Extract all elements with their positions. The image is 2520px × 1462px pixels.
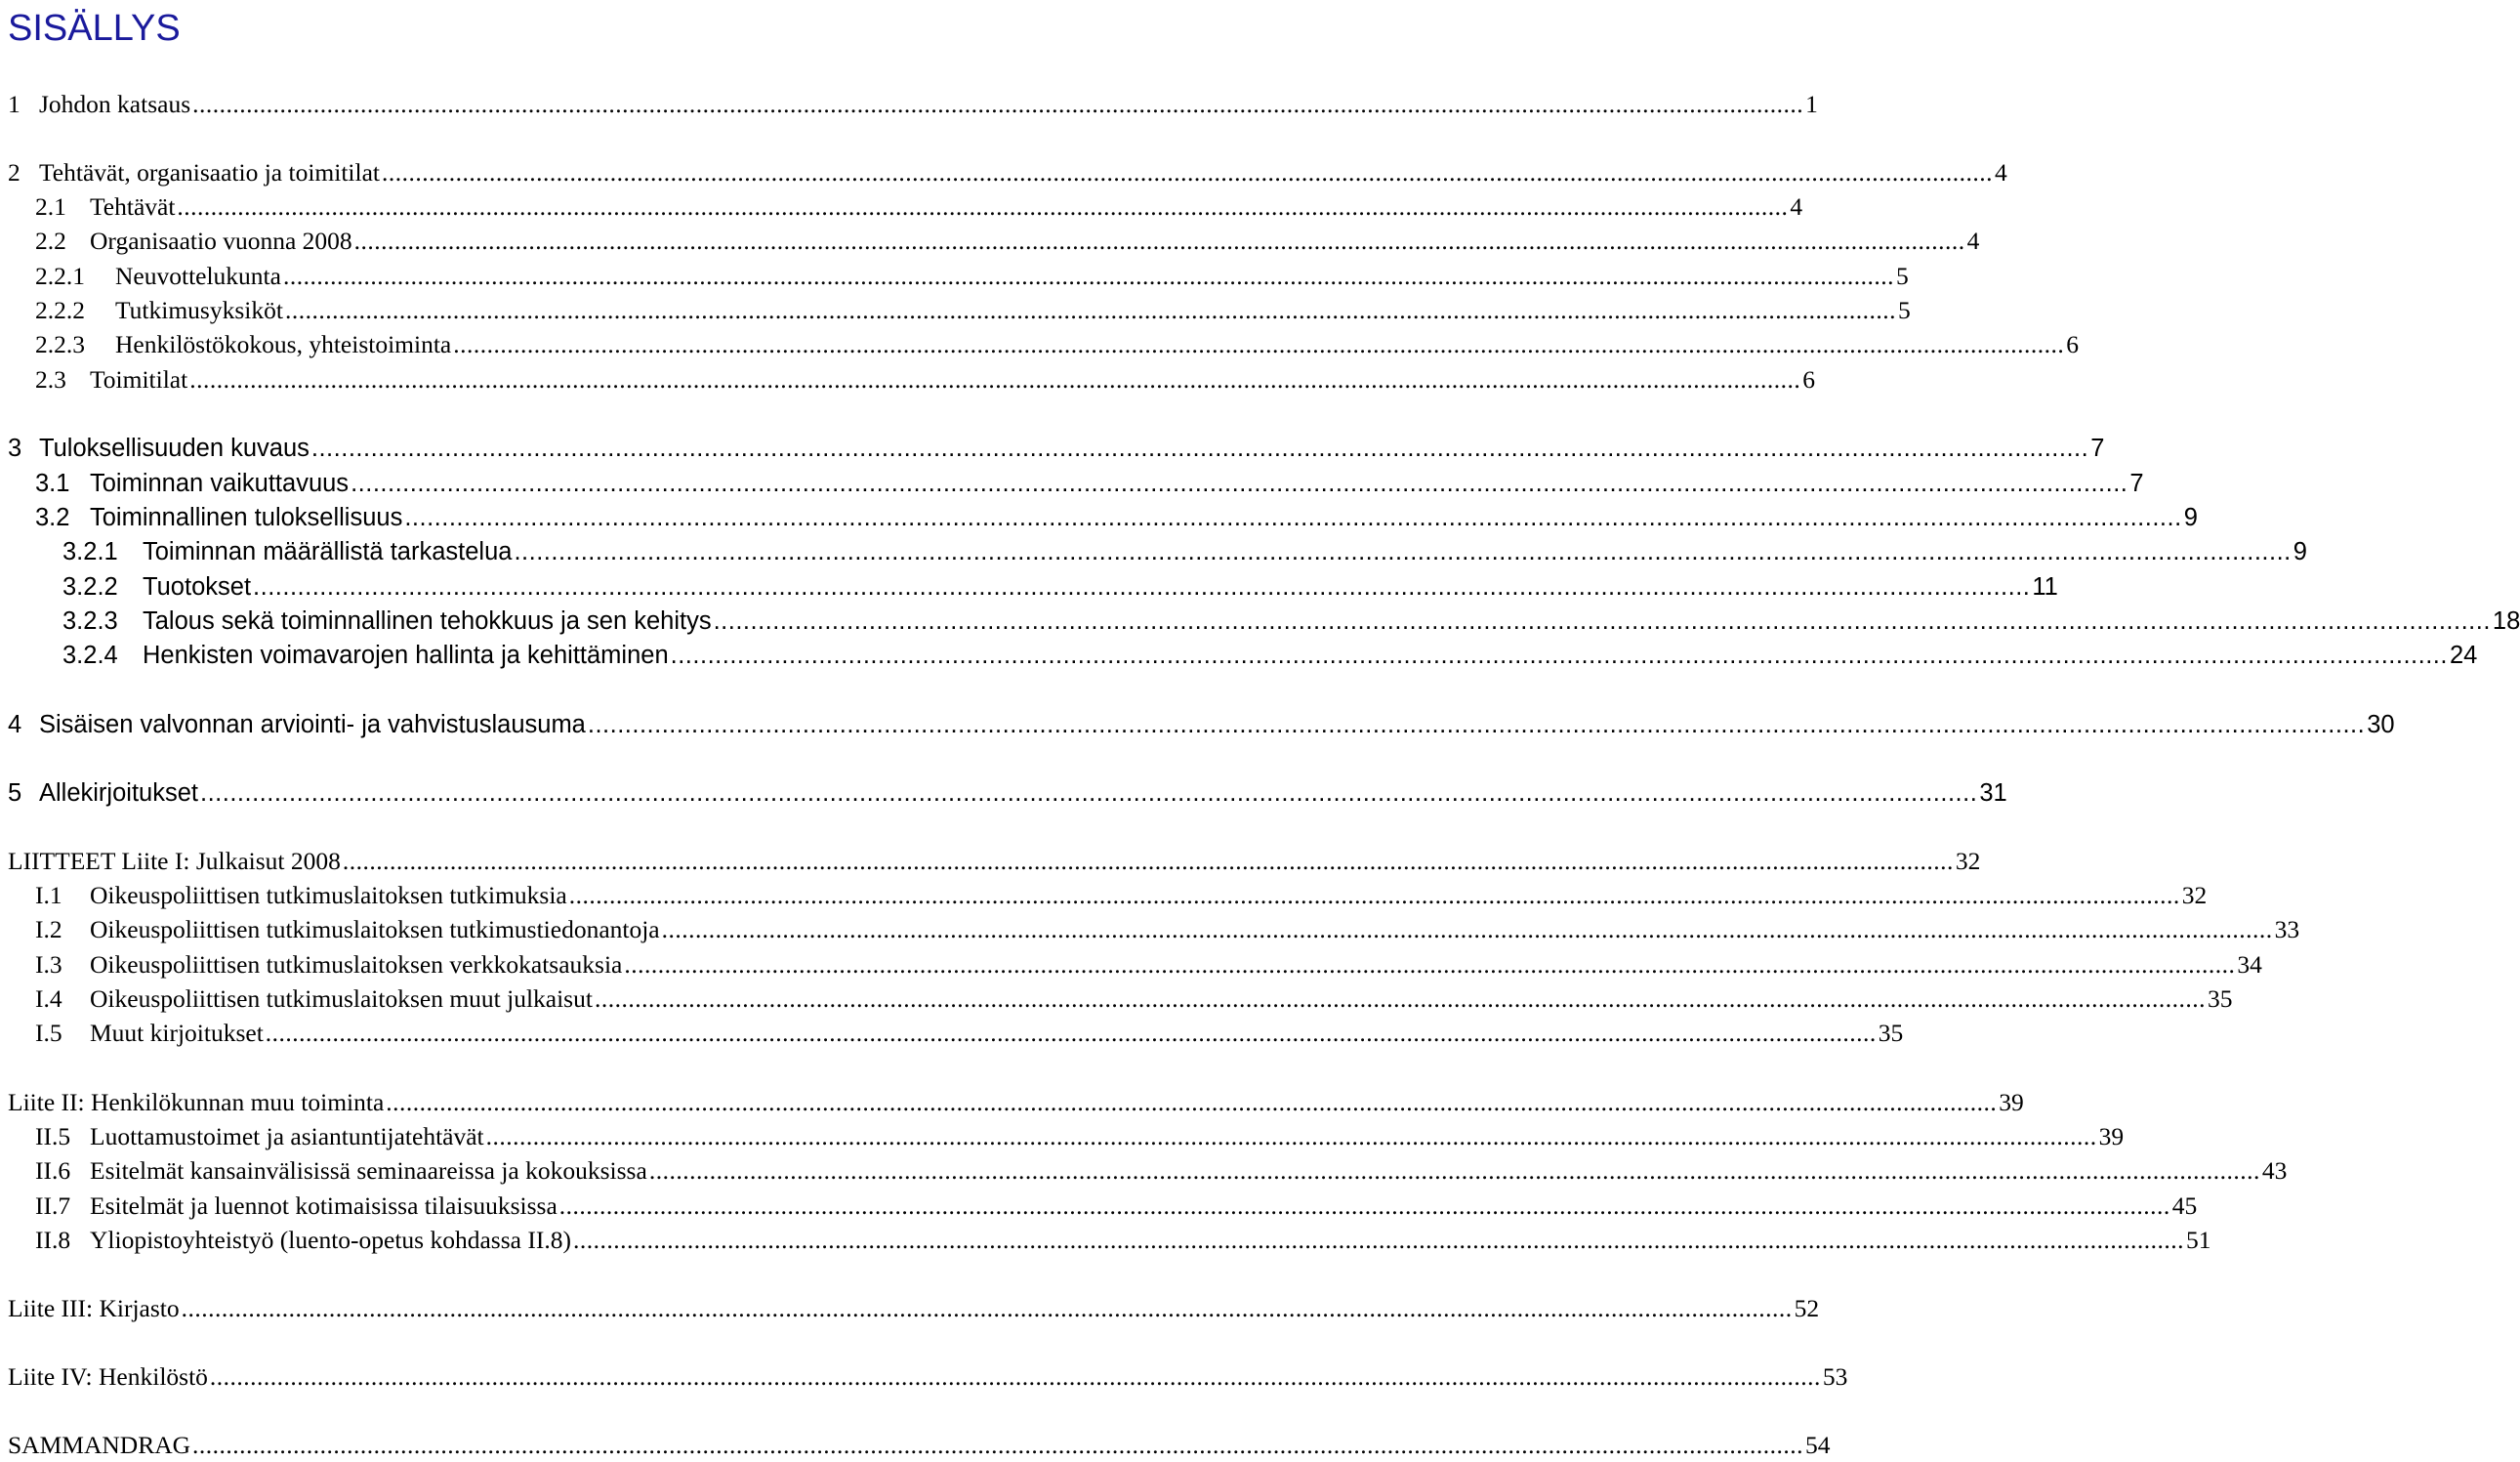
- toc-entry-number: II.5: [35, 1122, 71, 1150]
- toc-entry-label: Tehtävät: [90, 192, 176, 221]
- toc-entry-label: Esitelmät kansainvälisissä seminaareissa ja kokouksissa: [90, 1156, 647, 1185]
- toc-entry[interactable]: [0, 1086, 2024, 1119]
- toc-dot-leader: [662, 913, 2273, 946]
- toc-entry[interactable]: [0, 225, 1980, 258]
- toc-entry-page: 24: [2449, 642, 2478, 669]
- toc-entry-page: 30: [2367, 711, 2395, 738]
- toc-entry-number: 3.2.2: [62, 573, 118, 601]
- toc-entry-page: 1: [1805, 90, 1818, 118]
- toc-entry-label: Neuvottelukunta: [115, 262, 281, 290]
- toc-dot-leader: [649, 1154, 2260, 1188]
- toc-dot-leader: [588, 708, 2365, 741]
- toc-entry-label: Organisaatio vuonna 2008: [90, 227, 352, 255]
- toc-entry-page: 5: [1897, 296, 1911, 324]
- toc-entry-label: Tuotokset: [143, 573, 252, 601]
- toc-entry-page: 6: [2066, 330, 2079, 358]
- toc-entry-page: 39: [1999, 1088, 2024, 1116]
- toc-entry-number: I.1: [35, 881, 62, 909]
- toc-dot-leader: [192, 1429, 1803, 1462]
- toc-entry-page: 7: [2090, 435, 2105, 462]
- toc-entry-page: 11: [2032, 573, 2058, 601]
- toc-entry[interactable]: [0, 982, 2233, 1016]
- toc-dot-leader: [283, 260, 1894, 293]
- toc-entry-number: 3.2.1: [62, 538, 118, 565]
- toc-entry-page: 51: [2185, 1226, 2211, 1254]
- toc-entry-label: Oikeuspoliittisen tutkimuslaitoksen tutkimuksia: [90, 881, 567, 909]
- toc-dot-leader: [386, 1086, 1997, 1119]
- toc-entry-page: 4: [1994, 158, 2007, 187]
- toc-dot-leader: [559, 1190, 2170, 1223]
- toc-entry-page: 35: [1878, 1019, 1904, 1047]
- toc-entry[interactable]: [0, 879, 2208, 912]
- toc-entry[interactable]: [0, 363, 1815, 397]
- toc-entry[interactable]: [0, 1429, 1831, 1462]
- toc-dot-leader: [285, 294, 1896, 327]
- toc-entry-page: 31: [1979, 779, 2007, 807]
- toc-entry[interactable]: [0, 639, 2478, 672]
- toc-entry-page: 35: [2207, 984, 2233, 1013]
- toc-entry-page: 4: [1966, 227, 1980, 255]
- toc-entry-label: SAMMANDRAG: [8, 1431, 191, 1459]
- toc-entry-label: Tehtävät, organisaatio ja toimitilat: [39, 158, 380, 187]
- toc-entry[interactable]: [0, 605, 2520, 638]
- toc-dot-leader: [351, 467, 2128, 500]
- toc-entry-number: 3.1: [35, 470, 70, 497]
- toc-entry[interactable]: [0, 1190, 2198, 1223]
- toc-dot-leader: [514, 535, 2291, 568]
- toc-entry-number: 1: [8, 90, 21, 118]
- toc-entry-label: Liite IV: Henkilöstö: [8, 1362, 208, 1391]
- toc-entry[interactable]: [0, 913, 2300, 946]
- toc-entry-label: Yliopistoyhteistyö (luento-opetus kohdassa II.8): [90, 1226, 571, 1254]
- toc-entry-number: II.8: [35, 1226, 71, 1254]
- toc-entry-number: 4: [8, 711, 22, 738]
- toc-entry-page: 52: [1794, 1294, 1820, 1322]
- toc-entry-label: Tuloksellisuuden kuvaus: [39, 435, 310, 462]
- toc-entry-page: 6: [1802, 365, 1815, 394]
- toc-entry-page: 32: [1955, 847, 1981, 875]
- toc-entry-number: II.6: [35, 1156, 71, 1185]
- toc-entry-number: 2.1: [35, 192, 66, 221]
- toc-dot-leader: [354, 225, 1965, 258]
- toc-entry-number: 2.2.2: [35, 296, 85, 324]
- toc-entry[interactable]: [0, 708, 2395, 741]
- toc-dot-leader: [595, 982, 2206, 1016]
- toc-entry-label: Henkilöstökokous, yhteistoiminta: [115, 330, 452, 358]
- toc-entry[interactable]: [0, 467, 2144, 500]
- toc-dot-leader: [453, 328, 2064, 361]
- toc-entry-page: 54: [1805, 1431, 1831, 1459]
- toc-dot-leader: [192, 88, 1803, 121]
- toc-entry-label: Johdon katsaus: [39, 90, 191, 118]
- toc-dot-leader: [671, 639, 2448, 672]
- toc-entry[interactable]: [0, 88, 1818, 121]
- toc-entry[interactable]: [0, 260, 1909, 293]
- toc-entry[interactable]: [0, 1017, 1904, 1050]
- toc-entry[interactable]: [0, 294, 1911, 327]
- toc-entry-page: 7: [2129, 470, 2144, 497]
- toc-dot-leader: [624, 948, 2235, 982]
- toc-entry-number: II.7: [35, 1191, 71, 1220]
- toc-entry[interactable]: [0, 328, 2079, 361]
- toc-entry-number: I.2: [35, 915, 62, 943]
- toc-dot-leader: [486, 1120, 2097, 1153]
- toc-entry[interactable]: [0, 1120, 2125, 1153]
- toc-dot-leader: [404, 501, 2181, 534]
- toc-entry-label: Sisäisen valvonnan arviointi- ja vahvistuslausuma: [39, 711, 586, 738]
- toc-dot-leader: [189, 363, 1800, 397]
- toc-entry[interactable]: [0, 156, 2007, 189]
- toc-entry-label: Tutkimusyksiköt: [115, 296, 283, 324]
- toc-entry-label: Allekirjoitukset: [39, 779, 198, 807]
- page-title: SISÄLLYS: [8, 8, 181, 49]
- toc-dot-leader: [569, 879, 2180, 912]
- toc-entry-page: 5: [1895, 262, 1909, 290]
- toc-entry-number: 3.2.3: [62, 607, 118, 635]
- toc-entry-number: 2.3: [35, 365, 66, 394]
- toc-entry-label: Henkisten voimavarojen hallinta ja kehittäminen: [143, 642, 669, 669]
- toc-dot-leader: [182, 1292, 1793, 1325]
- toc-entry-number: 2.2: [35, 227, 66, 255]
- toc-entry-label: Oikeuspoliittisen tutkimuslaitoksen verkkokatsauksia: [90, 950, 623, 979]
- toc-dot-leader: [311, 432, 2088, 465]
- toc-entry[interactable]: [0, 1360, 1848, 1394]
- toc-entry-number: I.3: [35, 950, 62, 979]
- toc-entry-label: Toiminnan määrällistä tarkastelua: [143, 538, 513, 565]
- toc-entry-label: Toiminnallinen tuloksellisuus: [90, 504, 403, 531]
- toc-entry[interactable]: [0, 432, 2105, 465]
- toc-entry[interactable]: [0, 501, 2198, 534]
- toc-entry-number: 3: [8, 435, 22, 462]
- toc-entry[interactable]: [0, 570, 2058, 604]
- toc-dot-leader: [253, 570, 2030, 604]
- toc-entry-label: Oikeuspoliittisen tutkimuslaitoksen muut julkaisut: [90, 984, 593, 1013]
- toc-entry-number: 3.2.4: [62, 642, 118, 669]
- toc-entry-page: 33: [2274, 915, 2300, 943]
- toc-entry-page: 18: [2492, 607, 2520, 635]
- toc-entry-page: 9: [2293, 538, 2307, 565]
- toc-entry-label: Oikeuspoliittisen tutkimuslaitoksen tutkimustiedonantoja: [90, 915, 660, 943]
- toc-dot-leader: [573, 1224, 2184, 1257]
- toc-entry[interactable]: [0, 1154, 2288, 1188]
- toc-dot-leader: [210, 1360, 1821, 1394]
- toc-dot-leader: [200, 776, 1977, 810]
- toc-entry-page: 34: [2237, 950, 2262, 979]
- toc-entry-number: 3.2: [35, 504, 70, 531]
- toc-entry-number: 2.2.3: [35, 330, 85, 358]
- toc-entry-label: Toimitilat: [90, 365, 188, 394]
- toc-entry-label: Muut kirjoitukset: [90, 1019, 264, 1047]
- toc-entry[interactable]: [0, 948, 2262, 982]
- toc-dot-leader: [714, 605, 2491, 638]
- toc-entry-number: 2.2.1: [35, 262, 85, 290]
- toc-entry-label: Luottamustoimet ja asiantuntijatehtävät: [90, 1122, 484, 1150]
- toc-entry[interactable]: [0, 1224, 2211, 1257]
- toc-entry-label: Liite III: Kirjasto: [8, 1294, 180, 1322]
- toc-entry-label: LIITTEET Liite I: Julkaisut 2008: [8, 847, 341, 875]
- toc-entry-label: Talous sekä toiminnallinen tehokkuus ja sen kehitys: [143, 607, 712, 635]
- toc-entry-page: 32: [2181, 881, 2208, 909]
- toc-entry-number: 5: [8, 779, 22, 807]
- toc-entry[interactable]: [0, 1292, 1820, 1325]
- toc-entry[interactable]: [0, 535, 2307, 568]
- toc-entry[interactable]: [0, 776, 2007, 810]
- toc-entry-label: Toiminnan vaikuttavuus: [90, 470, 350, 497]
- toc-entry-page: 4: [1790, 192, 1803, 221]
- toc-entry-number: 2: [8, 158, 21, 187]
- toc-entry[interactable]: [0, 190, 1803, 224]
- toc-dot-leader: [266, 1017, 1877, 1050]
- toc-entry[interactable]: [0, 845, 1981, 878]
- toc-dot-leader: [177, 190, 1788, 224]
- toc-dot-leader: [382, 156, 1993, 189]
- toc-dot-leader: [343, 845, 1954, 878]
- toc-entry-label: Esitelmät ja luennot kotimaisissa tilaisuuksissa: [90, 1191, 558, 1220]
- toc-entry-page: 43: [2261, 1156, 2288, 1185]
- toc-entry-label: Liite II: Henkilökunnan muu toiminta: [8, 1088, 385, 1116]
- toc-entry-number: I.4: [35, 984, 62, 1013]
- toc-entry-page: 45: [2171, 1191, 2198, 1220]
- toc-entry-number: I.5: [35, 1019, 62, 1047]
- toc-entry-page: 39: [2098, 1122, 2125, 1150]
- toc-entry-page: 9: [2183, 504, 2198, 531]
- toc-entry-page: 53: [1822, 1362, 1848, 1391]
